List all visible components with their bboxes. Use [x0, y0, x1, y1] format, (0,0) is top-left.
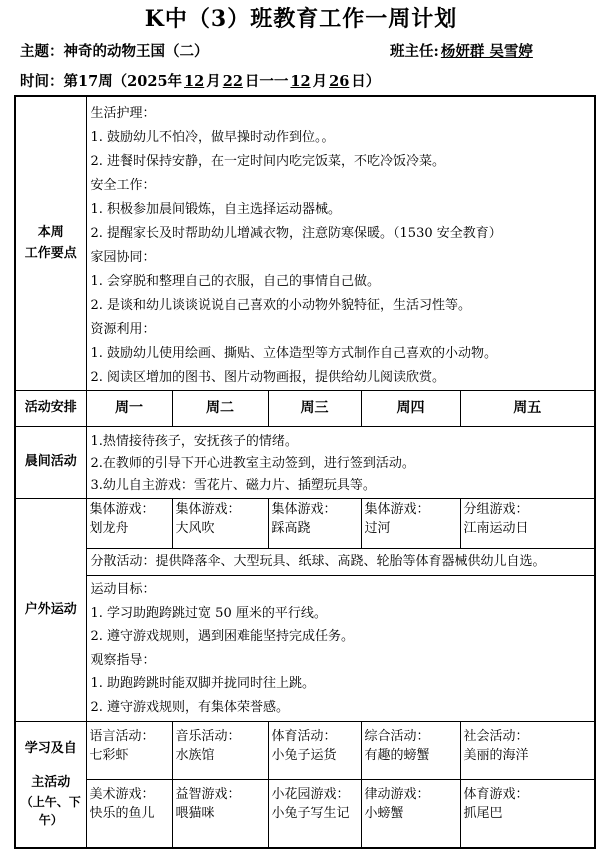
time-label: 时间：第: [20, 73, 78, 90]
focus-line: 安全工作：: [90, 178, 156, 193]
day-header: 周五: [460, 391, 595, 427]
study-cell: [460, 722, 595, 780]
activity-name: 小兔子运货: [271, 747, 337, 763]
game-name: 过河: [364, 520, 391, 536]
outdoor-game-cell: [268, 499, 361, 549]
day-header: 周二: [172, 391, 268, 427]
dispersed-activity: [86, 549, 595, 576]
morning-line: 2.在教师的引导下开心进教室主动签到，进行签到活动。: [90, 456, 415, 471]
schedule-row: [15, 391, 595, 427]
focus-line: 1. 鼓励幼儿不怕冷，做早操时动作到位。。: [90, 130, 335, 145]
outdoor-detail-row: [15, 576, 595, 722]
focus-line: 资源利用：: [90, 322, 156, 337]
study-cell: [86, 780, 172, 848]
label-line: 午）: [38, 813, 63, 828]
label-line: 学习及自: [24, 740, 77, 756]
end-month: 12: [290, 73, 311, 90]
study-label: [15, 722, 86, 848]
activity-name: 七彩虾: [89, 747, 129, 763]
detail-line: 1. 助跑跨跳时能双脚并拢同时往上跳。: [90, 676, 316, 691]
weekly-focus-row: [15, 96, 595, 391]
day-char: 日一一: [244, 73, 289, 90]
time-line: [20, 70, 380, 91]
focus-line: 2. 是谈和幼儿谈谈说说自己喜欢的小动物外貌特征，生活习性等。: [90, 298, 472, 313]
study-row-1: [15, 722, 595, 780]
page-title: K中（3）班教育工作一周计划: [144, 6, 458, 32]
outdoor-game-cell: [460, 499, 595, 549]
focus-line: 1. 积极参加晨间锻炼，自主选择运动器械。: [90, 202, 342, 217]
activity-type: 综合活动：: [364, 729, 430, 744]
teacher-line: [390, 40, 535, 61]
theme-label: 主题：: [20, 43, 64, 60]
activity-name: 抓尾巴: [463, 805, 503, 821]
game-name: 大风吹: [175, 520, 215, 536]
activity-type: 语言活动：: [89, 729, 155, 744]
outdoor-detail: [86, 576, 595, 722]
theme-value: 神奇的动物王国（二）: [63, 43, 209, 60]
activity-name: 小兔子写生记: [271, 805, 350, 821]
morning-line: 1.热情接待孩子，安抚孩子的情绪。: [90, 434, 298, 449]
dispersed-text: 分散活动：提供降落伞、大型玩具、纸球、高跷、轮胎等体育器械供幼儿自选。: [90, 553, 546, 569]
detail-line: 2. 遵守游戏规则，有集体荣誉感。: [90, 699, 290, 715]
end-day: 26: [329, 73, 350, 90]
morning-content: [86, 427, 595, 499]
month-char: 月: [312, 73, 328, 90]
schedule-label: 活动安排: [15, 391, 86, 427]
day-char: 日）: [351, 73, 381, 90]
focus-line: 2. 阅读区增加的图书、图片动物画报，提供给幼儿阅读欣赏。: [90, 370, 446, 385]
focus-line: 2. 进餐时保持安静，在一定时间内吃完饭菜，不吃冷饭冷菜。: [90, 154, 446, 169]
game-type: 集体游戏：: [175, 502, 241, 517]
game-name: 江南运动日: [463, 520, 529, 536]
outdoor-game-cell: [172, 499, 268, 549]
label-line: 主活动: [31, 774, 71, 790]
activity-type: 律动游戏：: [364, 787, 430, 802]
label-line: （上午、下: [20, 794, 81, 809]
focus-line: 1. 会穿脱和整理自己的衣服，自己的事情自己做。: [90, 274, 381, 289]
morning-row: [15, 427, 595, 499]
outdoor-label: 户外运动: [15, 499, 86, 722]
outdoor-dispersed-row: [15, 549, 595, 576]
detail-line: 1. 学习助跑跨跳过宽 50 厘米的平行线。: [90, 605, 327, 621]
outdoor-game-cell: [86, 499, 172, 549]
detail-line: 运动目标：: [90, 582, 156, 597]
outdoor-games-row: [15, 499, 595, 549]
activity-name: 快乐的鱼儿: [89, 805, 155, 821]
game-name: 划龙舟: [89, 520, 129, 536]
game-type: 分组游戏：: [463, 502, 529, 517]
study-cell: [268, 722, 361, 780]
focus-line: 生活护理：: [90, 106, 156, 121]
detail-line: 观察指导：: [90, 652, 156, 668]
activity-type: 音乐活动：: [175, 729, 241, 744]
study-cell: [268, 780, 361, 848]
month-char: 月: [206, 73, 221, 90]
focus-line: 1. 鼓励幼儿使用绘画、撕贴、立体造型等方式制作自己喜欢的小动物。: [90, 346, 498, 361]
morning-label: 晨间活动: [15, 427, 86, 499]
activity-name: 水族馆: [175, 747, 215, 763]
detail-line: 2. 遵守游戏规则，遇到困难能坚持完成任务。: [90, 629, 355, 644]
week-number: 17: [78, 73, 99, 90]
study-row-2: [15, 780, 595, 848]
activity-type: 体育游戏：: [463, 787, 529, 802]
focus-line: 家园协同：: [90, 250, 156, 265]
activity-type: 体育活动：: [271, 729, 337, 744]
teacher-names: 杨妍群 吴雪婷: [440, 43, 533, 60]
activity-type: 益智游戏：: [175, 787, 241, 802]
week-unit: 周（2025年: [98, 73, 183, 90]
activity-name: 喂猫咪: [175, 805, 215, 821]
label-line: 工作要点: [24, 245, 77, 261]
study-cell: [86, 722, 172, 780]
label-line: 本周: [37, 225, 64, 241]
activity-type: 美术游戏：: [89, 787, 155, 802]
game-type: 集体游戏：: [271, 502, 337, 517]
study-cell: [172, 722, 268, 780]
day-header: 周三: [268, 391, 361, 427]
game-type: 集体游戏：: [89, 502, 155, 517]
day-header: 周四: [361, 391, 460, 427]
theme-line: [20, 40, 209, 61]
game-name: 踩高跷: [271, 520, 311, 536]
study-cell: [460, 780, 595, 848]
weekly-focus-content: [86, 96, 595, 391]
teacher-label: 班主任:: [390, 43, 439, 60]
start-month: 12: [184, 73, 205, 90]
activity-name: 小螃蟹: [364, 805, 404, 821]
study-cell: [361, 780, 460, 848]
morning-line: 3.幼儿自主游戏：雪花片、磁力片、插塑玩具等。: [90, 478, 376, 493]
start-day: 22: [222, 73, 243, 90]
outdoor-game-cell: [361, 499, 460, 549]
game-type: 集体游戏：: [364, 502, 430, 517]
activity-name: 美丽的海洋: [463, 747, 529, 763]
study-cell: [172, 780, 268, 848]
study-cell: [361, 722, 460, 780]
activity-type: 小花园游戏：: [271, 787, 350, 802]
activity-name: 有趣的螃蟹: [364, 747, 430, 763]
activity-type: 社会活动：: [463, 729, 529, 744]
weekly-focus-label: [15, 96, 86, 391]
weekly-plan-table: [14, 95, 596, 849]
focus-line: 2. 提醒家长及时帮助幼儿增减衣物，注意防寒保暖。（1530 安全教育）: [90, 226, 502, 241]
day-header: 周一: [86, 391, 172, 427]
